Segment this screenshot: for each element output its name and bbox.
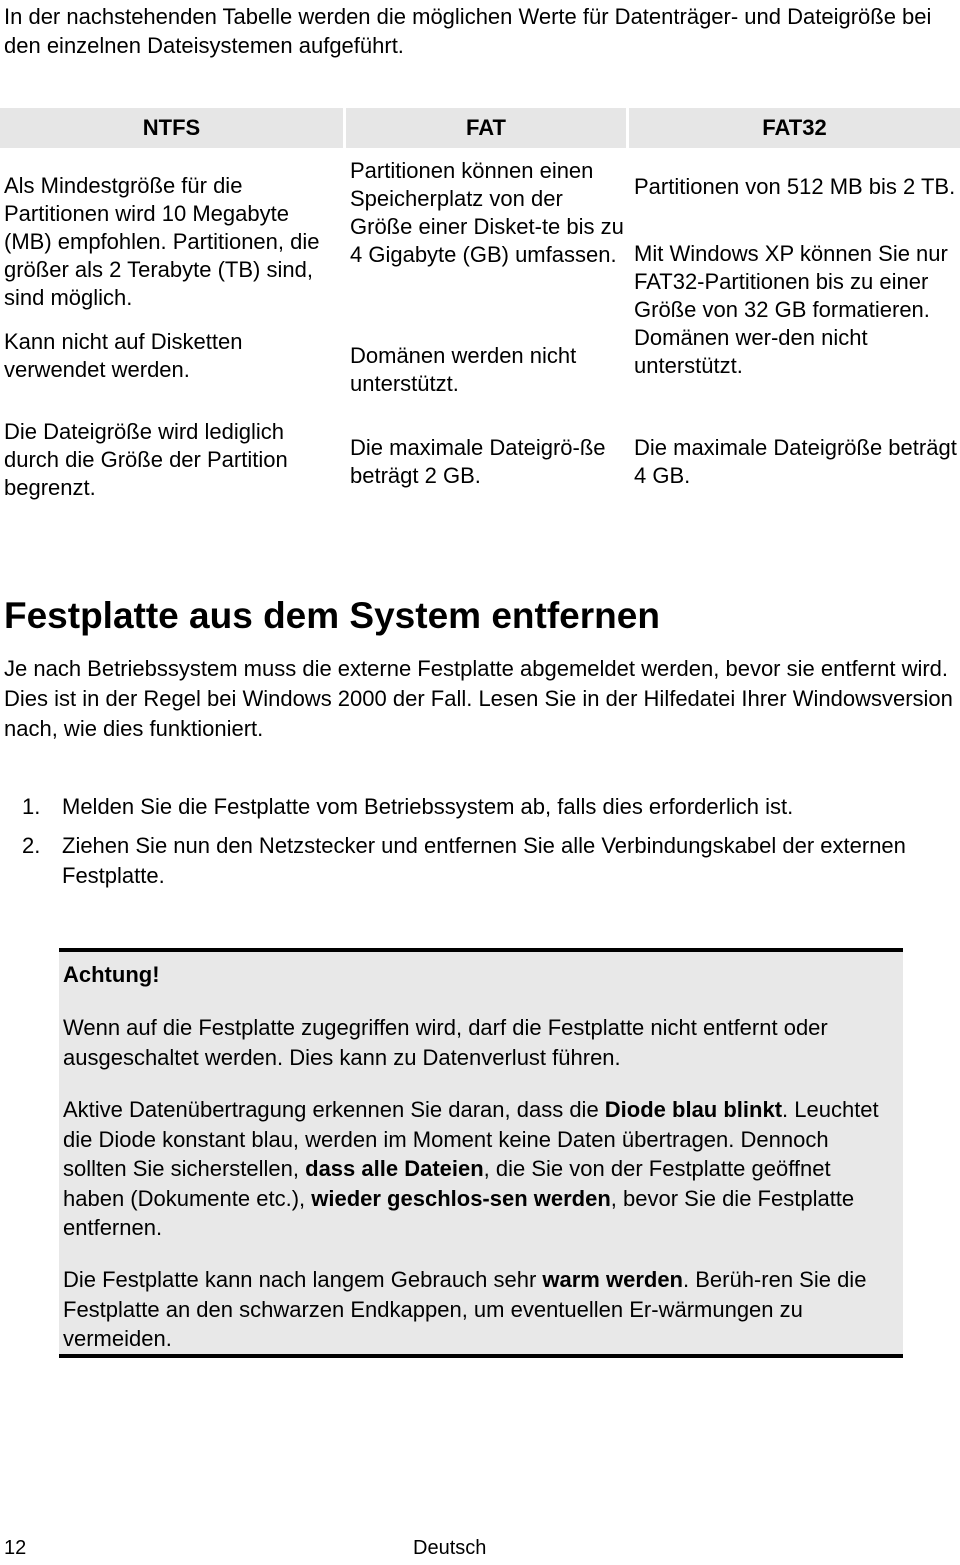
fat-cell-1: Partitionen können einen Speicherplatz von der Größe einer Disket-te bis zu 4 Gigabyte (GB) umfassen. (350, 158, 624, 267)
footer-language: Deutsch (413, 1537, 487, 1559)
fat-cell-2: Domänen werden nicht unterstützt. (350, 343, 577, 396)
fat32-cell-1: Partitionen von 512 MB bis 2 TB. (634, 174, 956, 199)
ntfs-cell-3: Die Dateigröße wird lediglich durch die Größe der Partition begrenzt. (4, 419, 288, 500)
text-run: , die Sie von der Festplatte geöffnet haben (Dokumente etc.), (63, 1156, 831, 1211)
text-run: . Berüh-ren Sie die Festplatte an den schwarzen Endkappen, um eventuellen Er-wärmungen zu vermeiden. (63, 1267, 867, 1351)
step-number: 2. (22, 833, 41, 858)
section-paragraph: Je nach Betriebssystem muss die externe Festplatte abgemeldet werden, bevor sie entfernt wird. Dies ist in der Regel bei Windows 2000 der Fall. Lesen Sie in der Hilfedatei Ihrer Windowsversion nach, wie dies funktioniert. (4, 656, 953, 741)
ntfs-cell-2: Kann nicht auf Disketten verwendet werden. (4, 329, 243, 382)
text-run: . Leuchtet die Diode konstant blau, werden im Moment keine Daten übertragen. Dennoch sollten Sie sicherstellen, (63, 1097, 879, 1181)
warning-paragraph-3 (63, 1265, 883, 1354)
step-text: Ziehen Sie nun den Netzstecker und entfernen Sie alle Verbindungskabel der externen Festplatte. (62, 833, 906, 888)
emphasis: dass alle Dateien (305, 1156, 484, 1181)
list-item (22, 792, 952, 822)
fat32-cell-2: Mit Windows XP können Sie nur FAT32-Partitionen bis zu einer Größe von 32 GB formatieren. Domänen wer-den nicht unterstützt. (634, 241, 948, 378)
warning-box (59, 948, 903, 1358)
intro-text: In der nachstehenden Tabelle werden die möglichen Werte für Datenträger- und Dateigröße bei den einzelnen Dateisystemen aufgeführt. (4, 4, 932, 58)
text-run: Aktive Datenübertragung erkennen Sie daran, dass die (63, 1097, 605, 1122)
list-item (22, 831, 952, 891)
emphasis: warm werden (542, 1267, 683, 1292)
warning-paragraph-1: Wenn auf die Festplatte zugegriffen wird, darf die Festplatte nicht entfernt oder ausgeschaltet werden. Dies kann zu Datenverlust führen. (63, 1015, 828, 1070)
warning-title: Achtung! (63, 962, 160, 987)
step-text: Melden Sie die Festplatte vom Betriebssystem ab, falls dies erforderlich ist. (62, 794, 794, 819)
header-fat: FAT (346, 108, 626, 148)
text-run: , bevor Sie die Festplatte entfernen. (63, 1185, 855, 1240)
emphasis: wieder geschlos-sen werden (311, 1185, 611, 1211)
ntfs-cell-1: Als Mindestgröße für die Partitionen wird 10 Megabyte (MB) empfohlen. Partitionen, die größer als 2 Terabyte (TB) sind, sind möglich. (4, 173, 320, 310)
emphasis: Diode blau blinkt (604, 1097, 783, 1122)
warning-paragraph-2 (63, 1095, 883, 1243)
table-header-row (0, 108, 960, 148)
header-fat32: FAT32 (629, 108, 960, 148)
section-heading: Festplatte aus dem System entfernen (4, 595, 660, 636)
fat-cell-3: Die maximale Dateigrö-ße beträgt 2 GB. (350, 435, 606, 488)
step-number: 1. (22, 794, 41, 819)
fat32-cell-3: Die maximale Dateigröße beträgt 4 GB. (634, 435, 957, 488)
page-number: 12 (4, 1537, 27, 1559)
header-ntfs: NTFS (0, 108, 343, 148)
steps-list (22, 792, 952, 900)
text-run: Die Festplatte kann nach langem Gebrauch sehr (63, 1267, 543, 1292)
